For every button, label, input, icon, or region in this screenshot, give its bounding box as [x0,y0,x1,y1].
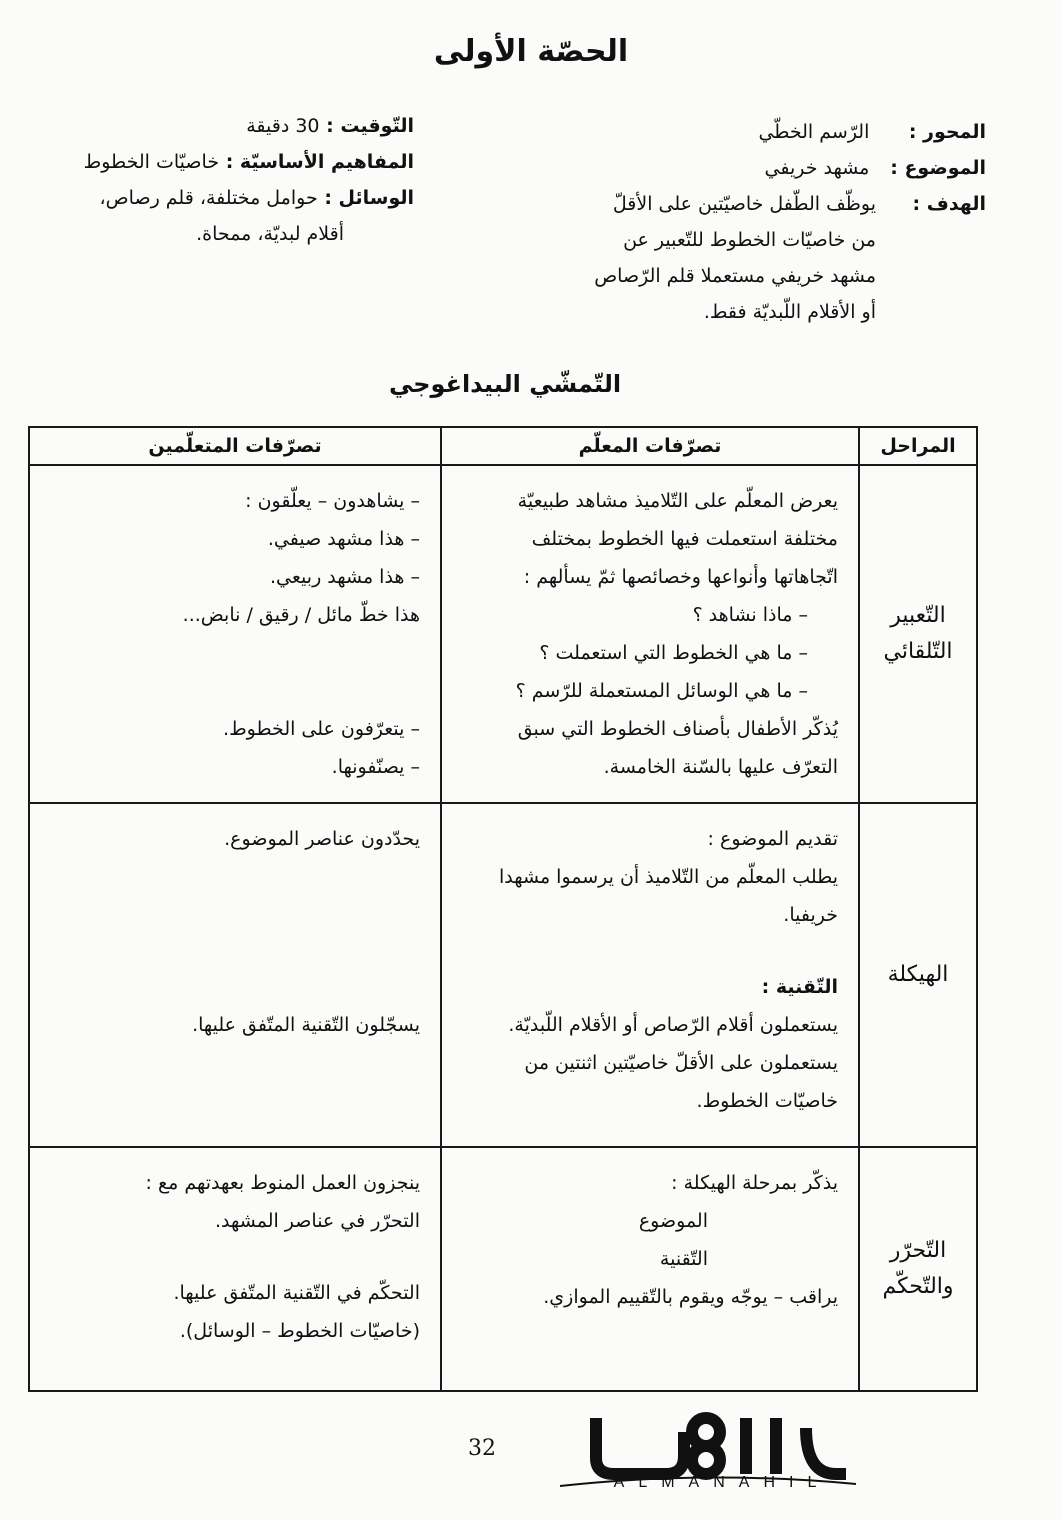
timing-row [60,108,414,144]
topic-value: مشهد خريفي [764,157,870,179]
teacher-line: يراقب – يوجّه ويقوم بالتّقييم الموازي. [543,1286,838,1308]
teacher-line: التّقنية [659,1248,708,1270]
teacher-line: خريفيا. [783,904,838,926]
teacher-cell [441,1147,859,1391]
learner-line: – هذا مشهد صيفي. [267,528,420,550]
learner-line: التحرّر في عناصر المشهد. [214,1210,420,1232]
table-row [29,1147,977,1391]
learner-line: – يشاهدون – يعلّقون : [245,490,420,512]
learner-line: (خاصيّات الخطوط – الوسائل). [179,1320,420,1342]
objective-line: يوظّف الطّفل خاصيّتين على الأقلّ [612,193,876,215]
learner-line: ينجزون العمل المنوط بعهدتهم مع : [145,1172,420,1194]
table-row [29,465,977,803]
section-title: التّمشّي البيداغوجي [388,370,622,398]
logo-latin-text: ALMANAHIL [613,1474,831,1491]
learner-line: التحكّم في التّقنية المتّفق عليها. [173,1282,420,1304]
objective-label: الهدف : [912,193,986,215]
materials-row [60,180,414,216]
concepts-row [60,144,414,180]
header-teacher: تصرّفات المعلّم [441,427,859,465]
teacher-line: التعرّف عليها بالسّنة الخامسة. [603,756,838,778]
stage-name: التّحرّر [889,1238,947,1263]
page-title: الحصّة الأولى [433,34,629,69]
lesson-info-right [520,114,986,330]
learner-cell [29,465,441,803]
stage-cell [859,1147,977,1391]
timing-value: 30 دقيقة [246,115,320,137]
concepts-label: المفاهيم الأساسيّة : [225,151,414,173]
teacher-line: يعرض المعلّم على التّلاميذ مشاهد طبيعيّة [517,490,838,512]
technique-title: التّقنية : [761,976,838,998]
teacher-line: الموضوع [638,1210,708,1232]
teacher-line: يطلب المعلّم من التّلاميذ أن يرسموا مشهدا [498,866,838,888]
objective-row [520,186,986,330]
concepts-value: خاصيّات الخطوط [83,151,220,173]
stage-cell [859,803,977,1147]
teacher-line: مختلفة استعملت فيها الخطوط بمختلف [531,528,838,550]
axis-row [520,114,986,150]
pedagogy-table [28,426,978,1392]
header-learners: تصرّفات المتعلّمين [29,427,441,465]
learner-line: – هذا مشهد ربيعي. [270,566,420,588]
teacher-line: اتّجاهاتها وأنواعها وخصائصها ثمّ يسألهم : [523,566,838,588]
objective-line: من خاصيّات الخطوط للتّعبير عن [623,229,876,251]
learner-line: يسجّلون التّقنية المتّفق عليها. [192,1014,420,1036]
learner-cell [29,1147,441,1391]
objective-line: مشهد خريفي مستعملا قلم الرّصاص [594,265,876,287]
objective-line: أو الأقلام اللّبديّة فقط. [703,301,876,323]
teacher-line: يستعملون على الأقلّ خاصيّتين اثنتين من [524,1052,838,1074]
table-header-row [29,427,977,465]
learner-line: يحدّدون عناصر الموضوع. [224,828,420,850]
learner-line: هذا خطّ مائل / رقيق / نابض... [182,604,420,626]
teacher-line: – ما هي الخطوط التي استعملت ؟ [539,642,808,664]
lesson-info-left [60,108,414,252]
header-stages: المراحل [859,427,977,465]
topic-label: الموضوع : [890,157,986,179]
stage-cell [859,465,977,803]
almanahil-logo [556,1398,866,1498]
stage-name: التّعبير [890,603,946,628]
teacher-line: يستعملون أقلام الرّصاص أو الأقلام اللّبديّة. [508,1014,838,1036]
topic-row [520,150,986,186]
learner-cell [29,803,441,1147]
stage-name: التّلقائي [883,639,953,664]
stage-name: والتّحكّم [882,1274,954,1299]
timing-label: التّوقيت : [326,115,414,137]
materials-value-cont: أقلام لبديّة، ممحاة. [196,223,344,245]
axis-label: المحور : [908,121,986,143]
table-row [29,803,977,1147]
objective-text [594,186,876,330]
teacher-line: خاصيّات الخطوط. [696,1090,838,1112]
teacher-line: يُذكّر الأطفال بأصناف الخطوط التي سبق [517,718,838,740]
teacher-cell [441,803,859,1147]
materials-label: الوسائل : [324,187,414,209]
teacher-line: تقديم الموضوع : [707,828,838,850]
stage-name: الهيكلة [887,962,949,987]
teacher-line: – ماذا نشاهد ؟ [692,604,808,626]
teacher-line: – ما هي الوسائل المستعملة للرّسم ؟ [515,680,808,702]
teacher-line: يذكّر بمرحلة الهيكلة : [671,1172,838,1194]
page-number: 32 [468,1436,496,1461]
learner-line: – يصنّفونها. [331,756,420,778]
teacher-cell [441,465,859,803]
axis-value: الرّسم الخطّي [758,121,870,143]
materials-value: حوامل مختلفة، قلم رصاص، [99,187,318,209]
learner-line: – يتعرّفون على الخطوط. [223,718,420,740]
